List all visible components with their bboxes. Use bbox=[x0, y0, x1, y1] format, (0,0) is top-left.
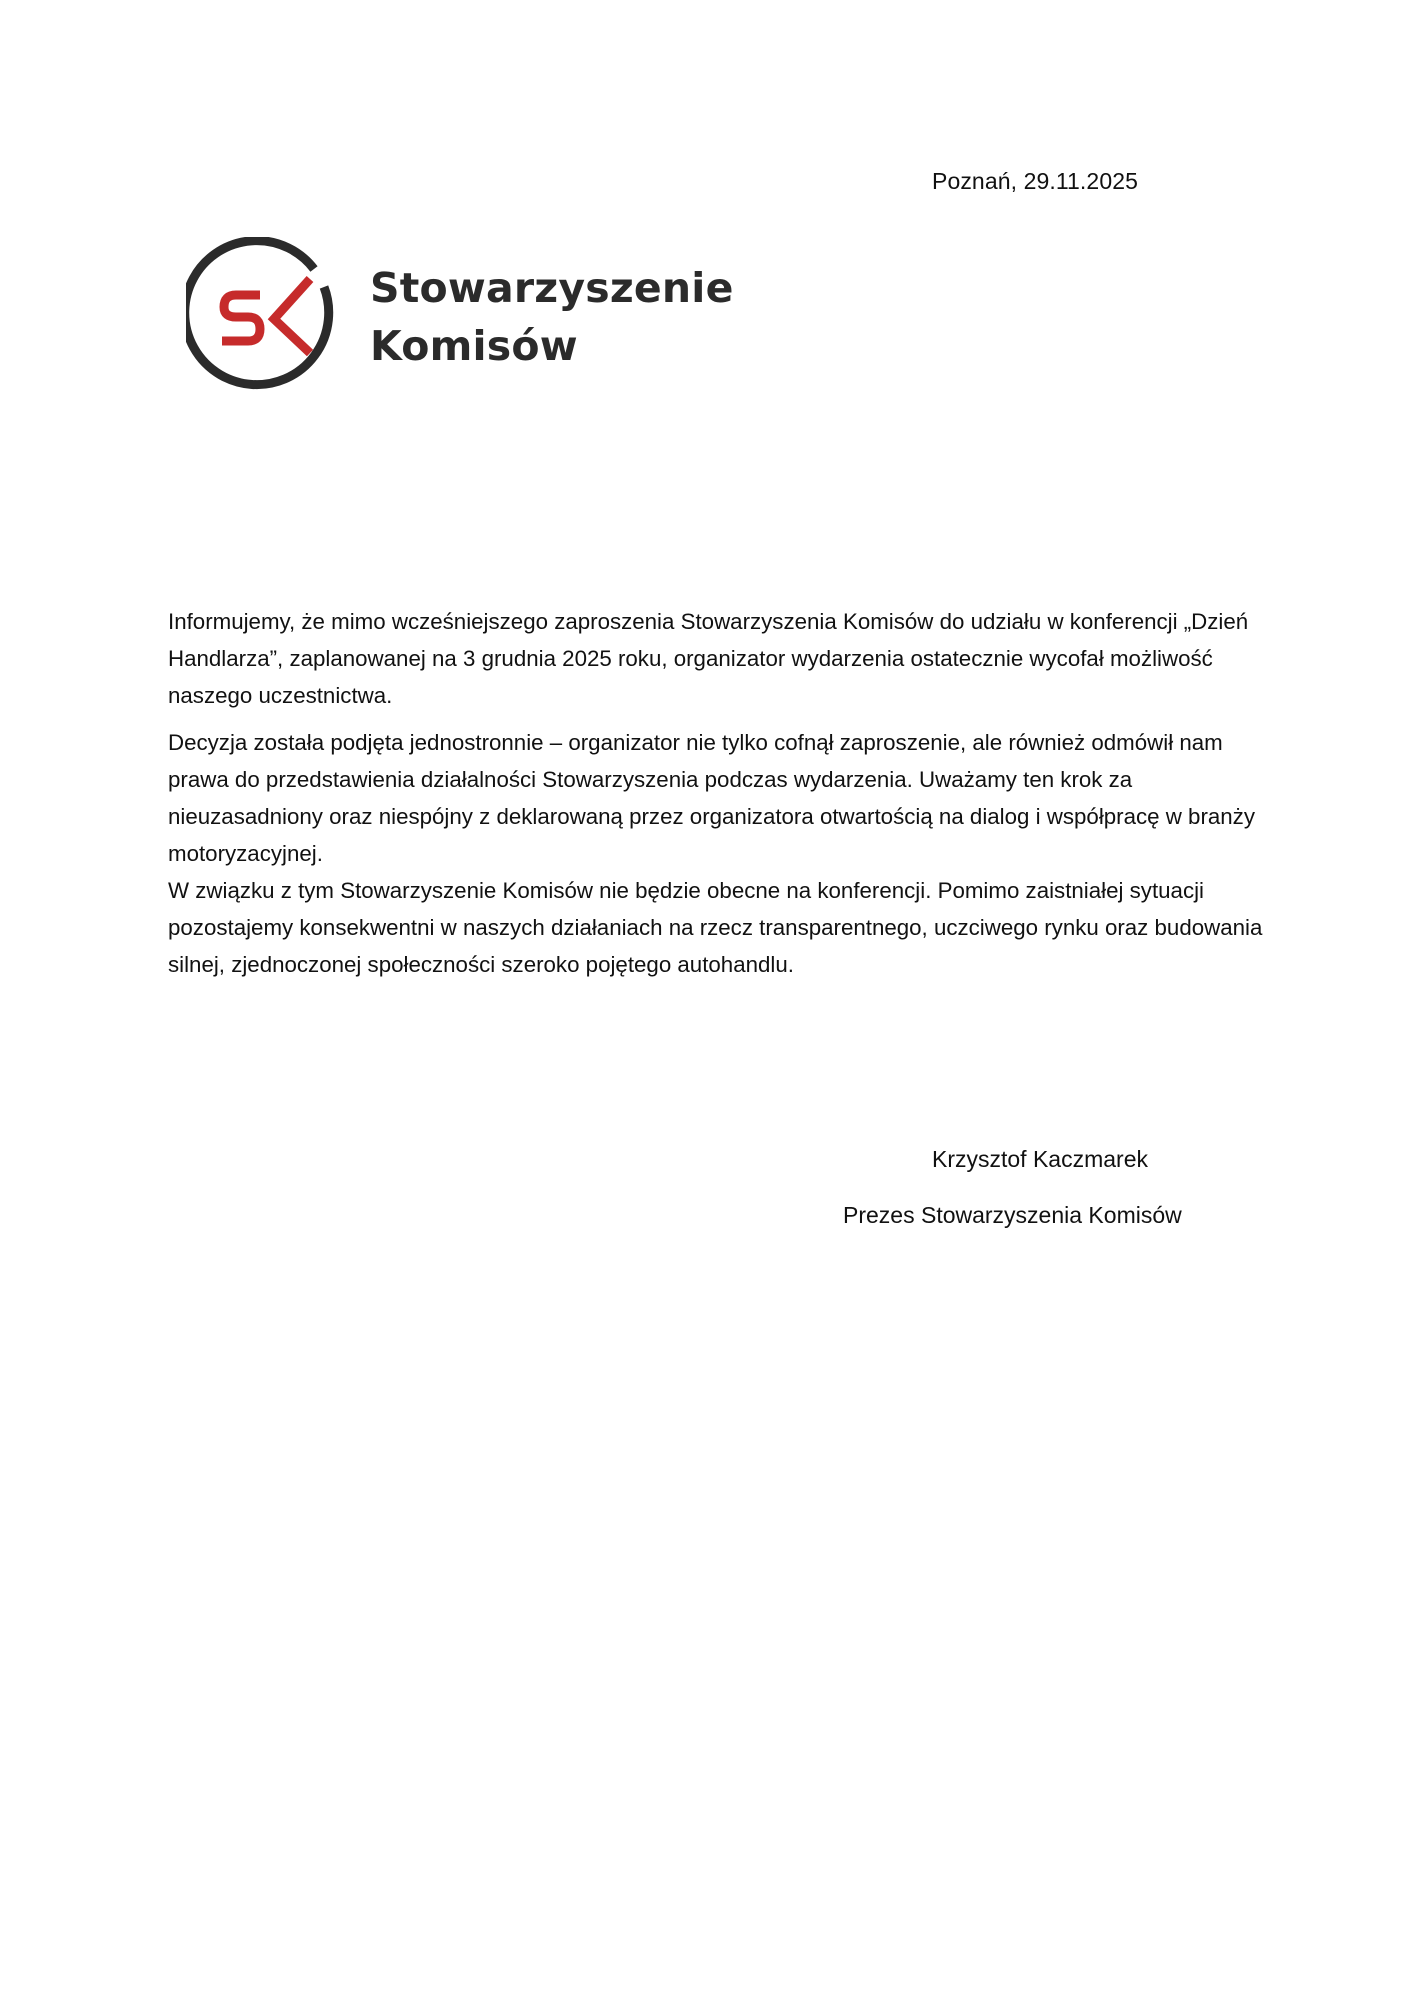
paragraph-2: Decyzja została podjęta jednostronnie – organizator nie tylko cofnął zaproszenie, ale również odmówił nam prawa do przedstawienia działalności Stowarzyszenia podczas wydarzenia. Uważamy ten krok za nieuzasadniony oraz niespójny z deklarowaną przez organizatora otwartością na dialog i współpracę w branży motoryzacyjnej. bbox=[168, 730, 1255, 866]
sk-logo-icon bbox=[186, 237, 346, 397]
letter-body bbox=[168, 603, 1288, 983]
signatory-title: Prezes Stowarzyszenia Komisów bbox=[843, 1202, 1182, 1228]
logo-wordmark bbox=[370, 259, 734, 375]
paragraph-3: W związku z tym Stowarzyszenie Komisów nie będzie obecne na konferencji. Pomimo zaistniałej sytuacji pozostajemy konsekwentni w naszych działaniach na rzecz transparentnego, uczciwego rynku oraz budowania silnej, zjednoczonej społeczności szeroko pojętego autohandlu. bbox=[168, 878, 1263, 977]
logo-line-2: Komisów bbox=[370, 322, 578, 370]
logo-line-1: Stowarzyszenie bbox=[370, 264, 734, 312]
signatory-name: Krzysztof Kaczmarek bbox=[932, 1146, 1148, 1172]
letter-date: Poznań, 29.11.2025 bbox=[932, 168, 1138, 194]
association-logo bbox=[186, 232, 746, 402]
paragraph-1: Informujemy, że mimo wcześniejszego zaproszenia Stowarzyszenia Komisów do udziału w konferencji „Dzień Handlarza”, zaplanowanej na 3 grudnia 2025 roku, organizator wydarzenia ostatecznie wycofał możliwość naszego uczestnictwa. bbox=[168, 609, 1249, 708]
